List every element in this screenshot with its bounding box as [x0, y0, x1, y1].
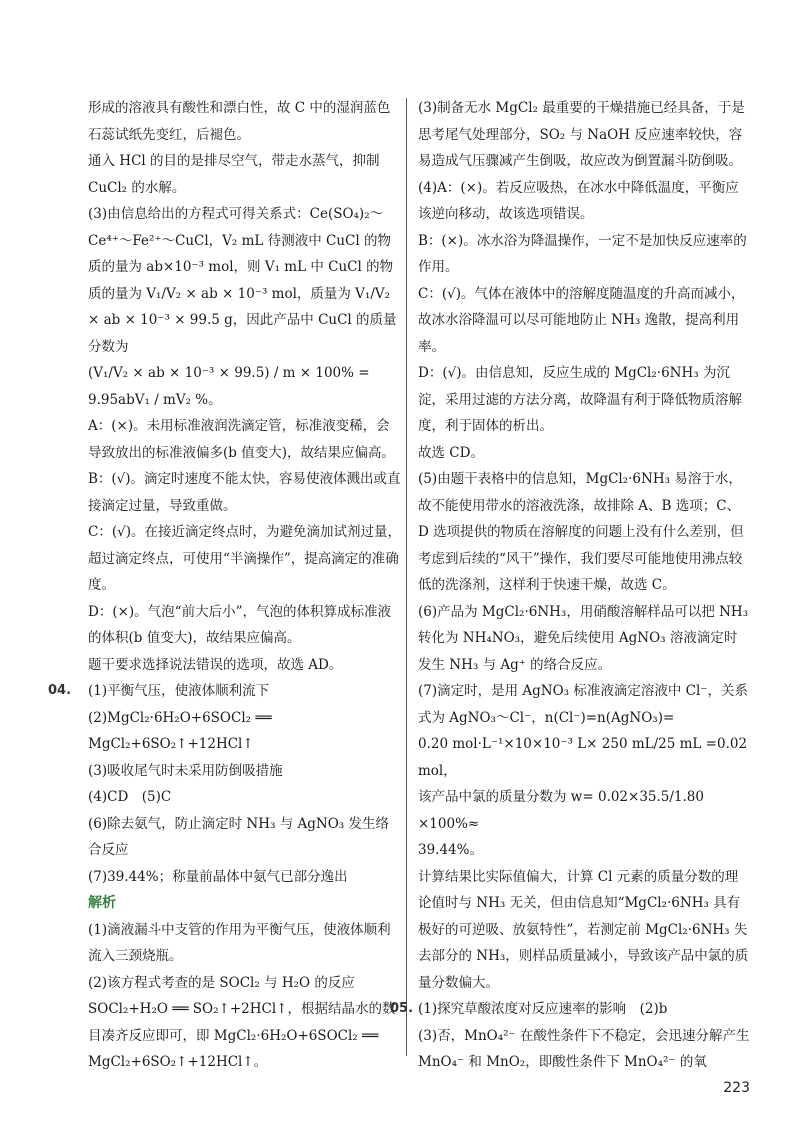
- formula-line: (V₁/V₂ × ab × 10⁻³ × 99.5) / m × 100% = 9.95abV₁ / mV₂ %。: [88, 365, 370, 408]
- right-column: [390, 95, 750, 1076]
- formula-line: 0.20 mol·L⁻¹×10×10⁻³ L× 250 mL/25 mL =0.02 mol，: [418, 736, 748, 779]
- page-number: 223: [723, 1080, 750, 1096]
- paragraph: (4)A：(×)。若反应吸热，在冰水中降低温度，平衡应该逆向移动，故该选项错误。: [418, 179, 739, 222]
- formula-line: 该产品中氯的质量分数为 w= 0.02×35.5/1.80 ×100%≈: [418, 789, 704, 832]
- column-divider: [406, 98, 407, 1056]
- paragraph: (3)否，MnO₄²⁻ 在酸性条件下不稳定，会迅速分解产生 MnO₄⁻ 和 MnO₂，即酸性条件下 MnO₄²⁻ 的氧: [418, 1027, 750, 1070]
- answer-line: (6)除去氨气，防止滴定时 NH₃ 与 AgNO₃ 发生络合反应: [88, 815, 389, 858]
- paragraph: 通入 HCl 的目的是排尽空气，带走水蒸气，抑制 CuCl₂ 的水解。: [88, 153, 380, 196]
- paragraph: D：(×)。气泡“前大后小”，气泡的体积算成标准液的体积(b 值变大)，故结果应偏高。: [88, 603, 391, 646]
- paragraph: C：(√)。在接近滴定终点时，为避免滴加试剂过量，超过滴定终点，可使用“半滴操作”，提高滴定的准确度。: [88, 524, 401, 593]
- paragraph: B：(×)。冰水浴为降温操作，一定不是加快反应速率的作用。: [418, 232, 747, 275]
- paragraph: C：(√)。气体在液体中的溶解度随温度的升高而减小，故冰水浴降温可以尽可能地防止 NH₃ 逸散，提高利用率。: [418, 285, 745, 355]
- answer-line: (4)CD (5)C: [88, 789, 172, 805]
- question-number: 04.: [48, 683, 72, 698]
- formula-result: 39.44%。: [418, 842, 483, 858]
- paragraph: 计算结果比实际值偏大，计算 Cl 元素的质量分数的理论值时与 NH₃ 无关，但由信息知“MgCl₂·6NH₃ 具有极好的可逆吸、放氨特性”，若测定前 MgCl₂·6NH₃ 失去部分的 NH₃，则样品质量减小，导致该产品中氯的质量分数偏大。: [418, 868, 749, 991]
- paragraph: (5)由题干表格中的信息知，MgCl₂·6NH₃ 易溶于水，故不能使用带水的溶液洗涤，故排除 A、B 选项；C、D 选项提供的物质在溶解度的问题上没有什么差别，但考虑到后续的“风干”操作，我们要尽可能地使用沸点较低的洗涤剂，这样利于快速干燥，故选 C。: [418, 471, 744, 593]
- paragraph: (7)滴定时，是用 AgNO₃ 标准液滴定溶液中 Cl⁻，关系式为 AgNO₃～Cl⁻，n(Cl⁻)=n(AgNO₃)=: [418, 683, 748, 726]
- paragraph: (6)产品为 MgCl₂·6NH₃，用硝酸溶解样品可以把 NH₃ 转化为 NH₄NO₃，避免后续使用 AgNO₃ 溶液滴定时发生 NH₃ 与 Ag⁺ 的络合反应。: [418, 603, 749, 673]
- answer-line: (2)MgCl₂·6H₂O+6SOCl₂ ══ MgCl₂+6SO₂↑+12HCl↑: [88, 709, 272, 752]
- paragraph: 故选 CD。: [418, 444, 484, 461]
- question-05-answers: [390, 996, 750, 1023]
- paragraph: (2)该方程式考查的是 SOCl₂ 与 H₂O 的反应 SOCl₂+H₂O ══ SO₂↑+2HCl↑，根据结晶水的数目凑齐反应即可，即 MgCl₂·6H₂O+6SOCl₂ ══ MgCl₂+6SO₂↑+12HCl↑。: [88, 974, 396, 1070]
- paragraph: B：(√)。滴定时速度不能太快，容易使液体溅出或直接滴定过量，导致重做。: [88, 471, 401, 514]
- paragraph: (1)滴液漏斗中支管的作用为平衡气压，使液体顺利流入三颈烧瓶。: [88, 921, 391, 964]
- answer-line: (3)吸收尾气时未采用防倒吸措施: [88, 762, 283, 779]
- question-number: 05.: [390, 1001, 414, 1016]
- answer-line: (1)探究草酸浓度对反应速率的影响 (2)b: [418, 1001, 668, 1017]
- paragraph: 形成的溶液具有酸性和漂白性，故 C 中的湿润蓝色石蕊试纸先变红，后褪色。: [88, 100, 391, 143]
- paragraph: A：(×)。未用标准液润洗滴定管，标准液变稀，会导致放出的标准液偏多(b 值变大)，故结果应偏高。: [88, 418, 395, 461]
- left-column: [48, 95, 402, 1076]
- paragraph: 题干要求选择说法错误的选项，故选 AD。: [88, 656, 343, 673]
- analysis-heading: 解析: [88, 895, 116, 911]
- paragraph: (3)由信息给出的方程式可得关系式：Ce(SO₄)₂～Ce⁴⁺～Fe²⁺～CuCl，V₂ mL 待测液中 CuCl 的物质的量为 ab×10⁻³ mol，则 V₁ mL 中 CuCl 的物质的量为 V₁/V₂ × ab × 10⁻³ mol，质量为 V₁/V₂ × ab × 10⁻³ × 99.5 g，因此产品中 CuCl 的质量分数为: [88, 206, 397, 355]
- paragraph: (3)制备无水 MgCl₂ 最重要的干燥措施已经具备，于是思考尾气处理部分，SO₂ 与 NaOH 反应速率较快，容易造成气压骤减产生倒吸，故应改为倒置漏斗防倒吸。: [418, 100, 745, 169]
- answer-line: (7)39.44%；称量前晶体中氨气已部分逸出: [88, 868, 348, 885]
- question-04-answers: [48, 678, 402, 705]
- paragraph: D：(√)。由信息知，反应生成的 MgCl₂·6NH₃ 为沉淀，采用过滤的方法分离，故降温有利于降低物质溶解度，利于固体的析出。: [418, 365, 742, 434]
- answer-line: (1)平衡气压，使液体顺利流下: [88, 683, 270, 699]
